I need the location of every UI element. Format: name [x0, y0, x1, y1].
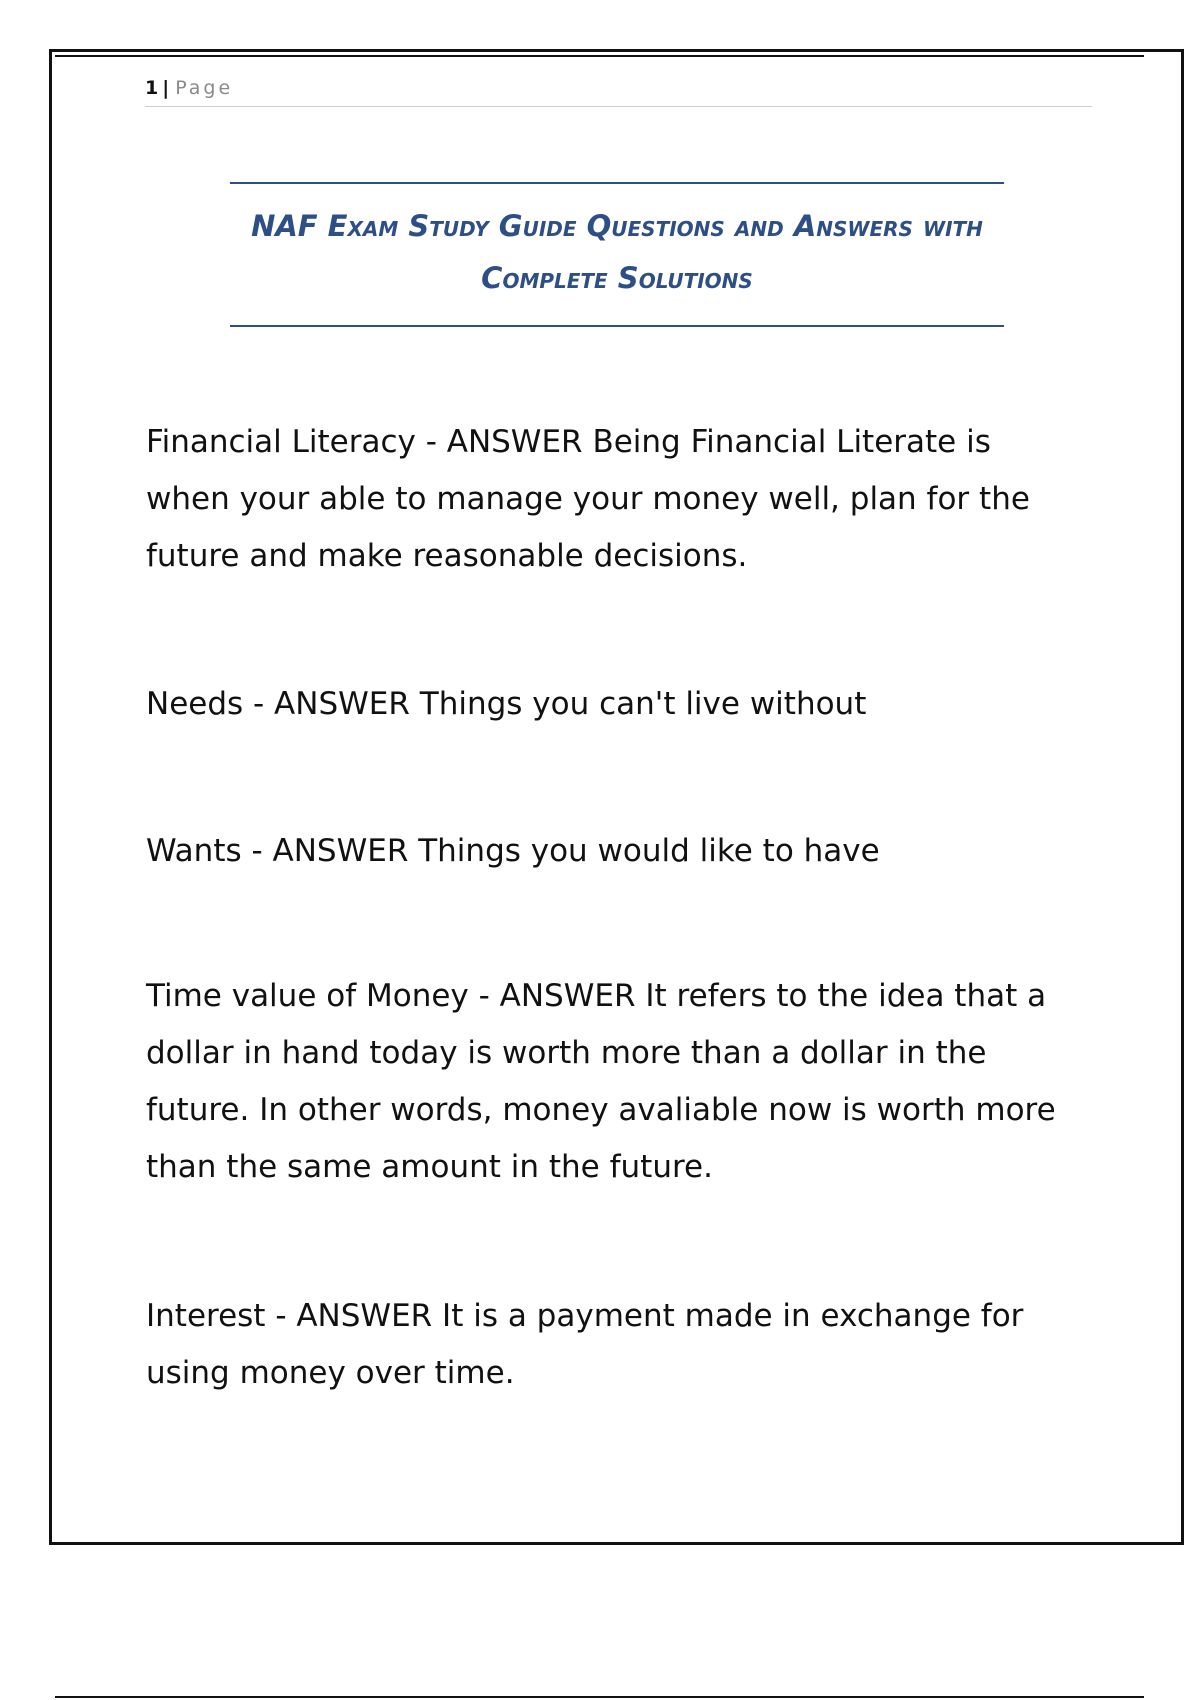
top-rule	[55, 55, 1144, 57]
qa-entry-time-value-of-money: Time value of Money - ANSWER It refers to the idea that a dollar in hand today is worth more than a dollar in the future. In other words, money avaliable now is worth more than the same amount in the future.	[146, 978, 1056, 1185]
page-separator: |	[162, 77, 170, 99]
document-title	[230, 182, 1004, 327]
qa-entry-wants: Wants - ANSWER Things you would like to have	[146, 833, 880, 869]
qa-entry-interest: Interest - ANSWER It is a payment made in exchange for using money over time.	[146, 1298, 1024, 1391]
page-number: 1	[145, 77, 159, 99]
title-line-1: NAF Exam Study Guide Questions and Answers with	[251, 209, 983, 243]
qa-entry-needs: Needs - ANSWER Things you can't live without	[146, 686, 867, 722]
bottom-rule	[55, 1696, 1144, 1698]
qa-entry-financial-literacy: Financial Literacy - ANSWER Being Financial Literate is when your able to manage your money well, plan for the future and make reasonable decisions.	[146, 424, 1030, 574]
page-label: Page	[175, 77, 234, 99]
title-line-2: Complete Solutions	[481, 261, 753, 295]
page-header	[145, 73, 1092, 107]
